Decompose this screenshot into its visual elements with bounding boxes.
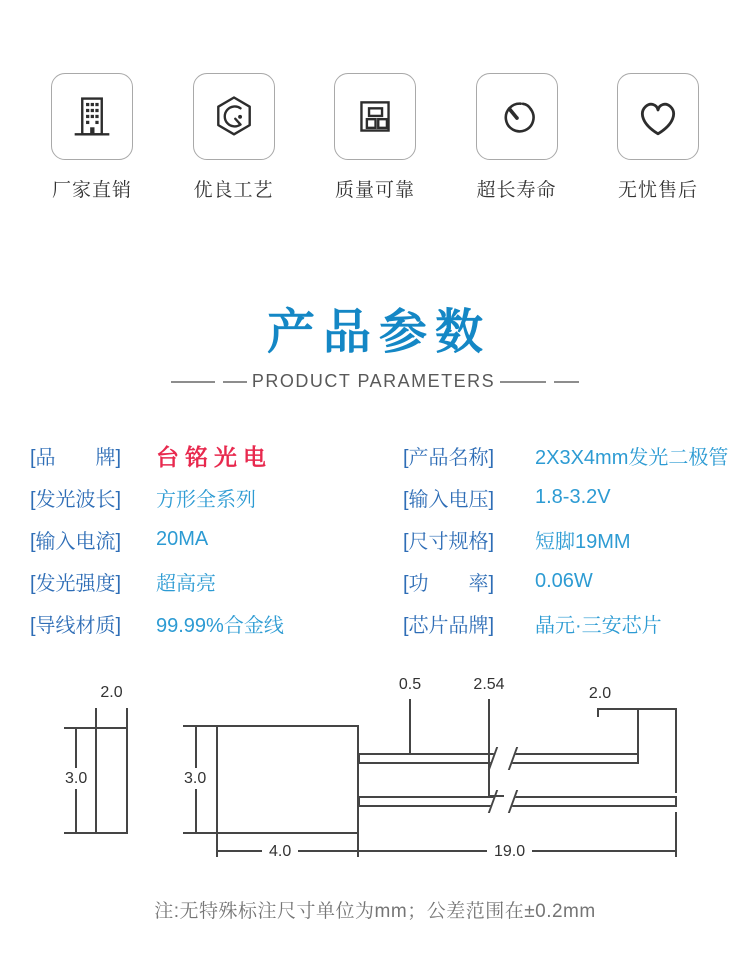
extension-line xyxy=(64,727,95,729)
section-head xyxy=(0,293,750,392)
tick-line xyxy=(597,708,599,717)
spec-label: [尺寸规格] xyxy=(403,530,495,553)
page-title: 产品参数 xyxy=(266,306,491,359)
extension-line xyxy=(357,834,359,857)
spec-label: [输入电压] xyxy=(403,488,495,511)
leader-line xyxy=(488,699,490,797)
break-mark xyxy=(488,790,518,813)
heart-icon xyxy=(617,73,699,160)
leader-line xyxy=(409,699,411,753)
leader-line xyxy=(488,795,504,797)
spec-row-chip xyxy=(403,602,728,644)
extension-line xyxy=(95,708,97,728)
spec-value: 99.99%合金线 xyxy=(156,614,284,637)
extension-line xyxy=(675,708,677,793)
decorative-line xyxy=(500,381,546,383)
spec-row-brand xyxy=(30,434,284,476)
spec-row-size xyxy=(403,518,728,560)
spec-label: [发光波长] xyxy=(30,488,122,511)
dim-lead-tip-offset: 2.0 xyxy=(582,684,618,703)
dim-body-height: 3.0 xyxy=(181,768,209,789)
feature-long-life xyxy=(475,73,559,202)
decorative-line xyxy=(223,381,247,383)
spec-value: 晶元·三安芯片 xyxy=(535,614,662,637)
section-subtitle-row xyxy=(0,371,750,392)
spec-row-power xyxy=(403,560,728,602)
dim-front-width: 2.0 xyxy=(95,683,128,702)
feature-label: 厂家直销 xyxy=(51,180,132,201)
spec-row-wire xyxy=(30,602,284,644)
feature-label: 质量可靠 xyxy=(334,180,415,201)
spec-label: [输入电流] xyxy=(30,530,122,553)
dim-front-height: 3.0 xyxy=(62,768,90,789)
extension-line xyxy=(183,725,216,727)
spec-label: [导线材质] xyxy=(30,614,122,637)
spec-value: 0.06W xyxy=(535,569,593,592)
dim-lead-thickness: 0.5 xyxy=(392,675,428,694)
dim-lead-length: 19.0 xyxy=(487,841,532,862)
quality-blocks-icon xyxy=(334,73,416,160)
feature-factory-direct xyxy=(50,73,134,202)
spec-value: 超高亮 xyxy=(156,572,216,595)
spec-label: [芯片品牌] xyxy=(403,614,495,637)
break-mark xyxy=(488,747,518,770)
extension-line xyxy=(183,832,216,834)
spec-row-voltage xyxy=(403,476,728,518)
feature-fine-craft xyxy=(192,73,276,202)
extension-line xyxy=(637,708,639,755)
spec-row-current xyxy=(30,518,284,560)
spec-value: 2X3X4mm发光二极管 xyxy=(535,446,729,469)
feature-label: 超长寿命 xyxy=(476,180,557,201)
features-row xyxy=(50,73,700,202)
spec-row-wavelength xyxy=(30,476,284,518)
extension-line xyxy=(216,834,218,857)
spec-label: [功 率] xyxy=(403,572,495,595)
decorative-line xyxy=(554,381,579,383)
spec-value: 短脚19MM xyxy=(535,530,631,553)
dim-lead-pitch: 2.54 xyxy=(467,675,511,694)
feature-after-sales xyxy=(616,73,700,202)
building-icon xyxy=(51,73,133,160)
hexagon-emblem-icon xyxy=(193,73,275,160)
spec-label: [品 牌] xyxy=(30,446,122,469)
page-subtitle: PRODUCT PARAMETERS xyxy=(251,371,496,391)
body-rect xyxy=(216,725,359,834)
brand-value: 台铭光电 xyxy=(156,443,272,470)
specs-right-column xyxy=(403,434,728,644)
decorative-line xyxy=(171,381,215,383)
lead-bottom xyxy=(358,796,677,807)
spec-value: 方形全系列 xyxy=(156,488,256,511)
spec-row-product-name xyxy=(403,434,728,476)
tolerance-note: 注:无特殊标注尺寸单位为mm；公差范围在±0.2mm xyxy=(154,901,596,922)
timer-icon xyxy=(476,73,558,160)
feature-label: 优良工艺 xyxy=(193,180,274,201)
spec-label: [产品名称] xyxy=(403,446,495,469)
extension-line xyxy=(126,708,128,728)
front-view-rect xyxy=(95,727,128,834)
extension-line xyxy=(64,832,95,834)
spec-value: 20MA xyxy=(156,527,209,550)
spec-value: 1.8-3.2V xyxy=(535,485,611,508)
dim-body-width: 4.0 xyxy=(262,841,298,862)
feature-quality xyxy=(333,73,417,202)
feature-label: 无忧售后 xyxy=(617,180,698,201)
specs-left-column xyxy=(30,434,284,644)
spec-label: [发光强度] xyxy=(30,572,122,595)
spec-row-brightness xyxy=(30,560,284,602)
